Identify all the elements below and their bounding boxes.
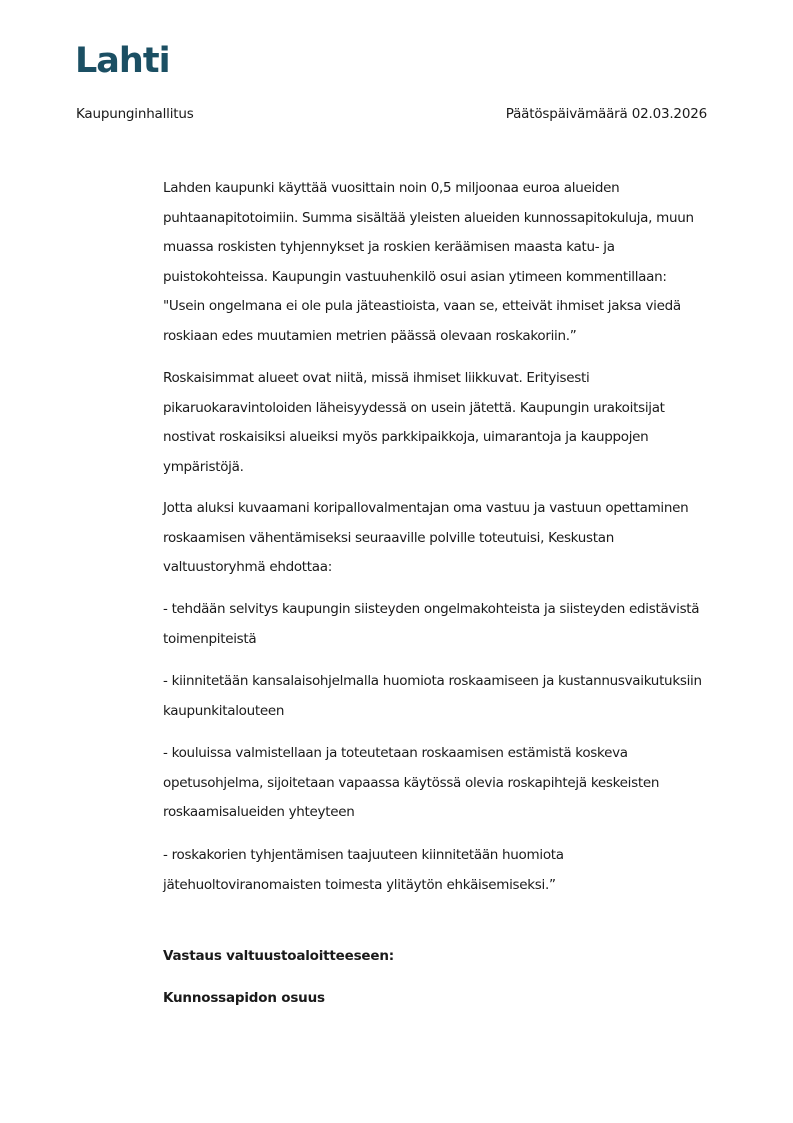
proposal-item-4 xyxy=(163,841,723,900)
department-name: Kaupunginhallitus xyxy=(76,106,194,122)
paragraph-proposal xyxy=(163,494,723,583)
text-line: muassa roskisten tyhjennykset ja roskien keräämisen maasta katu- ja xyxy=(163,239,615,256)
heading-response: Vastaus valtuustoaloitteeseen: xyxy=(163,948,394,964)
text-line: "Usein ongelmana ei ole pula jäteastioista, vaan se, etteivät ihmiset jaksa viedä xyxy=(163,298,681,315)
decision-date: Päätöspäivämäärä 02.03.2026 xyxy=(505,106,707,122)
text-line: ympäristöjä. xyxy=(163,458,244,475)
text-line: puistokohteissa. Kaupungin vastuuhenkilö osui asian ytimeen kommentillaan: xyxy=(163,268,667,285)
text-line: - kiinnitetään kansalaisohjelmalla huomiota roskaamiseen ja kustannusvaikutuksiin xyxy=(163,673,702,689)
text-line: valtuustoryhmä ehdottaa: xyxy=(163,559,332,576)
text-line: Jotta aluksi kuvaamani koripallovalmentajan oma vastuu ja vastuun opettaminen xyxy=(163,500,689,516)
text-line: puhtaanapitotoimiin. Summa sisältää yleisten alueiden kunnossapitokuluja, muun xyxy=(163,209,694,226)
paragraph-costs xyxy=(163,174,723,352)
text-line: - kouluissa valmistellaan ja toteutetaan roskaamisen estämistä koskeva xyxy=(163,745,628,761)
text-line: kaupunkitalouteen xyxy=(163,702,285,719)
text-line: roskaamisalueiden yhteyteen xyxy=(163,804,355,821)
proposal-item-2 xyxy=(163,667,723,726)
paragraph-areas xyxy=(163,364,723,482)
text-line: jätehuoltoviranomaisten toimesta ylitäytön ehkäisemiseksi.” xyxy=(163,876,556,893)
text-line: Lahden kaupunki käyttää vuosittain noin 0,5 miljoonaa euroa alueiden xyxy=(163,180,620,196)
text-line: Roskaisimmat alueet ovat niitä, missä ihmiset liikkuvat. Erityisesti xyxy=(163,370,590,386)
text-line: nostivat roskaisiksi alueiksi myös parkkipaikkoja, uimarantoja ja kauppojen xyxy=(163,429,649,446)
text-line: - roskakorien tyhjentämisen taajuuteen kiinnitetään huomiota xyxy=(163,847,564,863)
heading-maintenance: Kunnossapidon osuus xyxy=(163,990,325,1006)
text-line: opetusohjelma, sijoitetaan vapaassa käytössä olevia roskapihtejä keskeisten xyxy=(163,774,660,791)
text-line: pikaruokaravintoloiden läheisyydessä on usein jätettä. Kaupungin urakoitsijat xyxy=(163,399,665,416)
proposal-item-1 xyxy=(163,595,723,654)
text-line: roskiaan edes muutamien metrien päässä olevaan roskakoriin.” xyxy=(163,327,577,344)
proposal-item-3 xyxy=(163,739,723,828)
text-line: toimenpiteistä xyxy=(163,630,257,647)
text-line: - tehdään selvitys kaupungin siisteyden ongelmakohteista ja siisteyden edistävistä xyxy=(163,601,700,617)
text-line: roskaamisen vähentämiseksi seuraaville polville toteutuisi, Keskustan xyxy=(163,529,614,546)
lahti-logo: Lahti xyxy=(75,41,170,81)
